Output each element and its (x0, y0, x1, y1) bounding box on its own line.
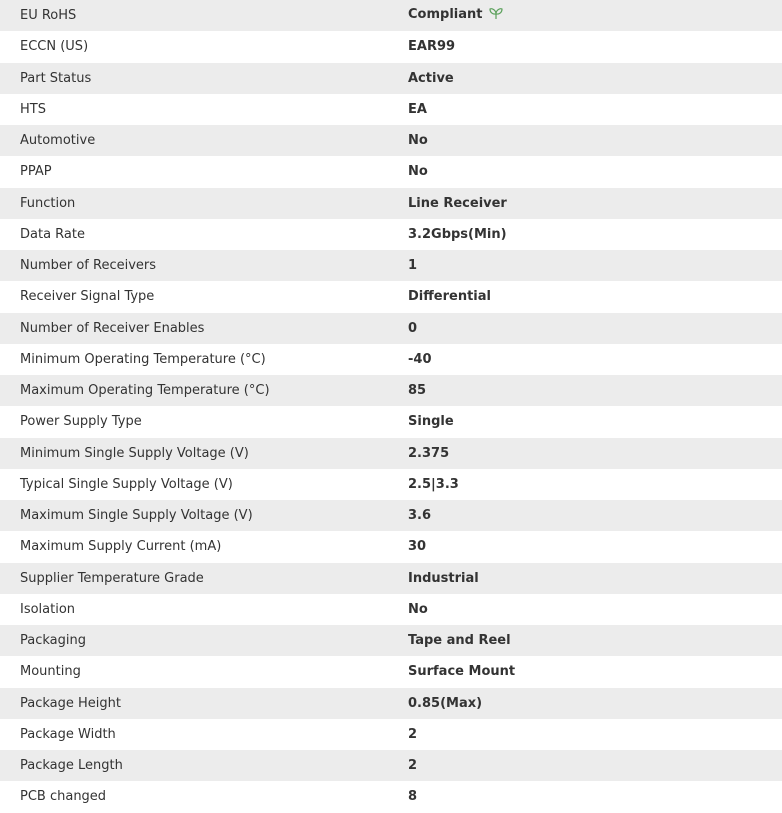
table-row (0, 344, 782, 375)
spec-value: Line Receiver (408, 195, 507, 211)
spec-value: 2 (408, 726, 418, 742)
spec-value: Industrial (408, 570, 479, 586)
spec-value: 2.5|3.3 (408, 476, 459, 492)
spec-value: Single (408, 414, 454, 430)
spec-value: EAR99 (408, 39, 456, 55)
table-row (0, 250, 782, 281)
table-row (0, 750, 782, 781)
spec-attribute: Part Status (20, 70, 92, 86)
spec-attribute: Automotive (20, 133, 96, 149)
spec-value: 30 (408, 539, 427, 555)
spec-attribute: Typical Single Supply Voltage (V) (20, 476, 233, 492)
table-row (0, 219, 782, 250)
spec-value: 3.6 (408, 508, 432, 524)
spec-value: Active (408, 70, 454, 86)
table-row (0, 500, 782, 531)
spec-value: 0 (408, 320, 418, 336)
spec-attribute: Function (20, 195, 76, 211)
spec-attribute: Packaging (20, 633, 86, 649)
spec-value: 3.2Gbps(Min) (408, 226, 507, 242)
table-row (0, 94, 782, 125)
table-row (0, 156, 782, 187)
spec-attribute: Data Rate (20, 226, 85, 242)
table-row (0, 438, 782, 469)
table-row (0, 625, 782, 656)
spec-attribute: Mounting (20, 664, 81, 680)
spec-attribute: Minimum Single Supply Voltage (V) (20, 445, 249, 461)
spec-value: 1 (408, 258, 418, 274)
spec-attribute: Number of Receivers (20, 258, 157, 274)
table-row (0, 0, 782, 31)
spec-value: 0.85(Max) (408, 695, 483, 711)
table-row (0, 781, 782, 812)
table-row (0, 125, 782, 156)
spec-value: No (408, 601, 428, 617)
table-row (0, 531, 782, 562)
spec-value-text: Compliant (408, 7, 483, 23)
table-row (0, 719, 782, 750)
table-row (0, 563, 782, 594)
spec-value: 2.375 (408, 445, 450, 461)
table-row (0, 406, 782, 437)
spec-attribute: Receiver Signal Type (20, 289, 155, 305)
leaf-icon (489, 7, 503, 24)
table-row (0, 188, 782, 219)
spec-attribute: Minimum Operating Temperature (°C) (20, 351, 266, 367)
table-row (0, 688, 782, 719)
spec-attribute: PPAP (20, 164, 52, 180)
spec-value: Tape and Reel (408, 633, 511, 649)
spec-value (408, 0, 782, 31)
table-row (0, 469, 782, 500)
spec-attribute: HTS (20, 101, 46, 117)
table-row (0, 31, 782, 62)
table-row (0, 63, 782, 94)
spec-attribute: Maximum Supply Current (mA) (20, 539, 222, 555)
spec-attribute: ECCN (US) (20, 39, 89, 55)
spec-value: -40 (408, 351, 432, 367)
spec-attribute: Isolation (20, 601, 76, 617)
spec-attribute: Number of Receiver Enables (20, 320, 205, 336)
spec-attribute: EU RoHS (20, 8, 77, 24)
spec-value: EA (408, 101, 427, 117)
spec-attribute: Maximum Operating Temperature (°C) (20, 383, 270, 399)
spec-attribute: Package Height (20, 695, 121, 711)
table-row (0, 375, 782, 406)
table-row (0, 281, 782, 312)
spec-value: Surface Mount (408, 664, 516, 680)
spec-attribute: Power Supply Type (20, 414, 142, 430)
spec-value: No (408, 133, 428, 149)
table-row (0, 656, 782, 687)
spec-attribute: Maximum Single Supply Voltage (V) (20, 508, 253, 524)
spec-attribute: Supplier Temperature Grade (20, 570, 204, 586)
spec-value: 85 (408, 383, 427, 399)
table-row (0, 313, 782, 344)
spec-attribute: Package Length (20, 758, 123, 774)
spec-value: 2 (408, 758, 418, 774)
table-row (0, 594, 782, 625)
spec-attribute: Package Width (20, 726, 116, 742)
spec-value: No (408, 164, 428, 180)
spec-attribute: PCB changed (20, 789, 107, 805)
spec-value: Differential (408, 289, 491, 305)
spec-value: 8 (408, 789, 418, 805)
